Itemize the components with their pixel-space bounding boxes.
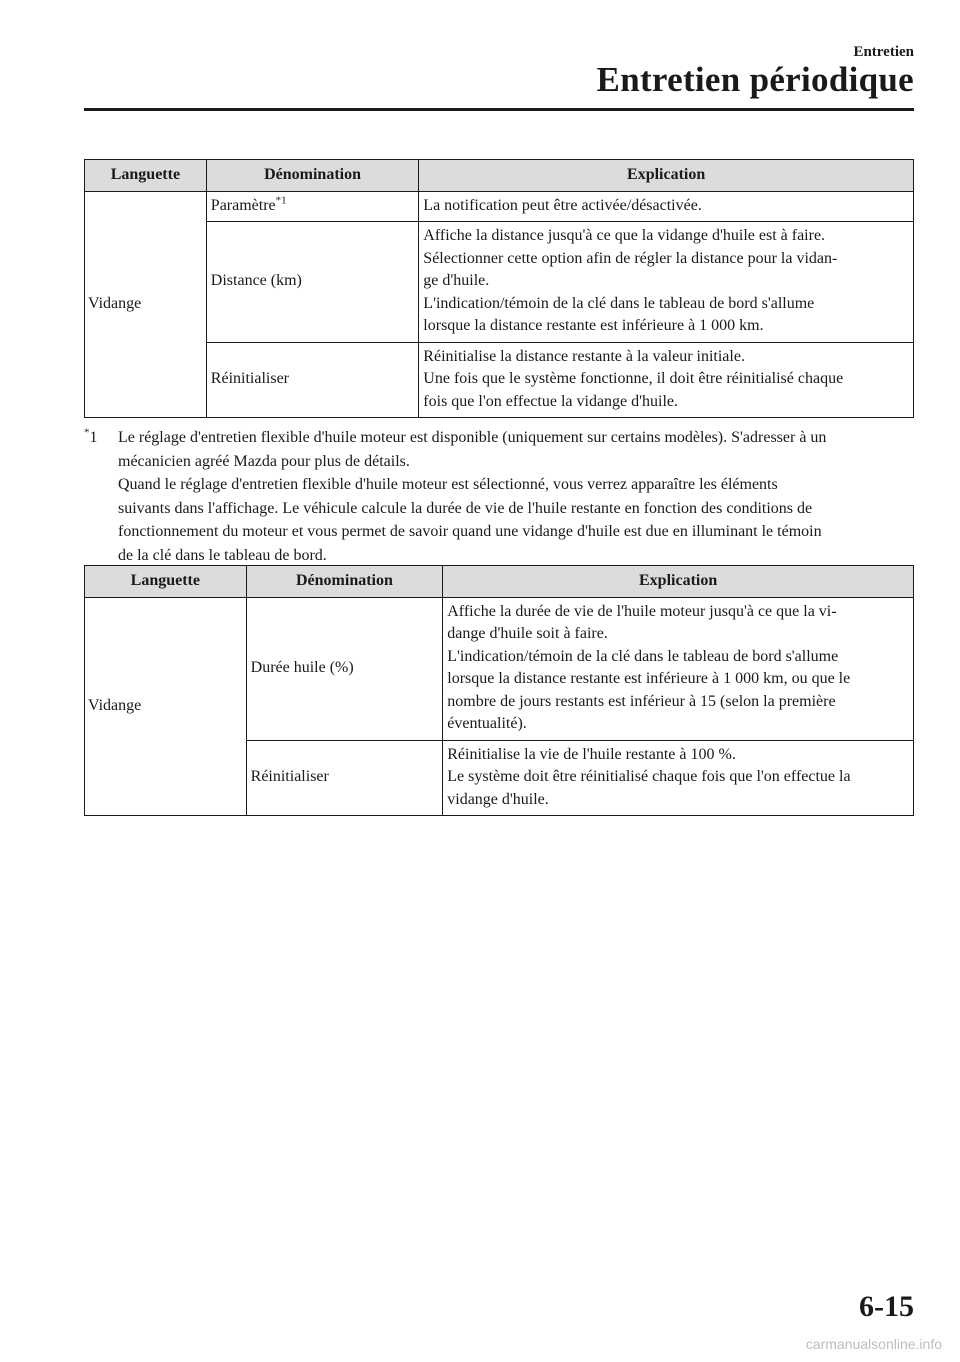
column-header-explanation: Explication xyxy=(419,160,914,192)
explanation-line: Une fois que le système fonctionne, il doit être réinitialisé chaque xyxy=(423,370,844,387)
footnote-text xyxy=(84,426,914,567)
column-header-explanation: Explication xyxy=(443,566,914,598)
footnote-line: fonctionnement du moteur et vous permet de savoir quand une vidange d'huile est due en illuminant le témoin xyxy=(118,523,822,540)
name-cell: Distance (km) xyxy=(206,222,419,343)
table-row xyxy=(85,342,914,418)
footnote-ref: *1 xyxy=(275,194,287,207)
explanation-line: Réinitialise la distance restante à la valeur initiale. xyxy=(423,347,745,365)
explanation-line: L'indication/témoin de la clé dans le tableau de bord s'allume xyxy=(447,647,839,665)
name-cell: Réinitialiser xyxy=(206,342,419,418)
page-number: 6-15 xyxy=(859,1290,914,1323)
footnote-asterisk: * xyxy=(84,426,90,439)
name-cell: Réinitialiser xyxy=(246,740,443,816)
name-cell xyxy=(206,191,419,222)
name-cell: Durée huile (%) xyxy=(246,597,443,740)
explanation-line: dange d'huile soit à faire. xyxy=(447,625,608,642)
footnote-line: suivants dans l'affichage. Le véhicule calcule la durée de vie de l'huile restante en fonction des conditions de xyxy=(118,499,813,517)
footnote-marker xyxy=(84,426,98,450)
settings-table-oil-life xyxy=(84,565,914,816)
page-title: Entretien périodique xyxy=(596,60,914,99)
header-divider xyxy=(84,108,914,111)
column-header-name: Dénomination xyxy=(206,160,419,192)
table-row xyxy=(85,597,914,740)
explanation-line: Affiche la durée de vie de l'huile moteur jusqu'à ce que la vi- xyxy=(447,602,837,620)
explanation-line: L'indication/témoin de la clé dans le tableau de bord s'allume xyxy=(423,294,815,312)
explanation-cell xyxy=(443,740,914,816)
tab-cell: Vidange xyxy=(85,191,207,418)
footnote-line: Le réglage d'entretien flexible d'huile moteur est disponible (uniquement sur certains modèles). S'adresser à un xyxy=(118,429,827,446)
explanation-cell xyxy=(443,597,914,740)
table-row xyxy=(85,191,914,222)
column-header-name: Dénomination xyxy=(246,566,443,598)
table-row xyxy=(85,222,914,343)
explanation-line: lorsque la distance restante est inférieure à 1 000 km. xyxy=(423,317,764,334)
name-text: Paramètre xyxy=(210,196,276,214)
explanation-line: Sélectionner cette option afin de régler la distance pour la vidan- xyxy=(423,249,838,267)
explanation-line: Réinitialise la vie de l'huile restante à 100 %. xyxy=(447,745,736,763)
explanation-line: fois que l'on effectue la vidange d'huile. xyxy=(423,392,679,410)
table-header-row xyxy=(85,566,914,598)
footnote-line: mécanicien agréé Mazda pour plus de détails. xyxy=(118,452,410,470)
column-header-tab: Languette xyxy=(85,566,247,598)
explanation-line: éventualité). xyxy=(447,715,527,732)
explanation-line: lorsque la distance restante est inférieure à 1 000 km, ou que le xyxy=(447,670,851,687)
watermark: carmanualsonline.info xyxy=(805,1336,942,1352)
settings-table-distance xyxy=(84,159,914,418)
column-header-tab: Languette xyxy=(85,160,207,192)
explanation-line: La notification peut être activée/désactivée. xyxy=(423,196,702,214)
tab-cell: Vidange xyxy=(85,597,247,816)
explanation-cell xyxy=(419,191,914,222)
explanation-line: ge d'huile. xyxy=(423,272,490,289)
footnote-line: Quand le réglage d'entretien flexible d'huile moteur est sélectionné, vous verrez apparaître les éléments xyxy=(118,476,778,493)
footnote xyxy=(84,426,914,567)
footnote-line: de la clé dans le tableau de bord. xyxy=(118,546,327,564)
explanation-line: Affiche la distance jusqu'à ce que la vidange d'huile est à faire. xyxy=(423,227,826,244)
footnote-number: 1 xyxy=(89,429,98,446)
explanation-line: vidange d'huile. xyxy=(447,790,549,808)
table-header-row xyxy=(85,160,914,192)
section-heading: Entretien xyxy=(853,44,914,60)
explanation-cell xyxy=(419,222,914,343)
explanation-cell xyxy=(419,342,914,418)
explanation-line: Le système doit être réinitialisé chaque fois que l'on effectue la xyxy=(447,768,851,785)
explanation-line: nombre de jours restants est inférieur à 15 (selon la première xyxy=(447,692,836,710)
